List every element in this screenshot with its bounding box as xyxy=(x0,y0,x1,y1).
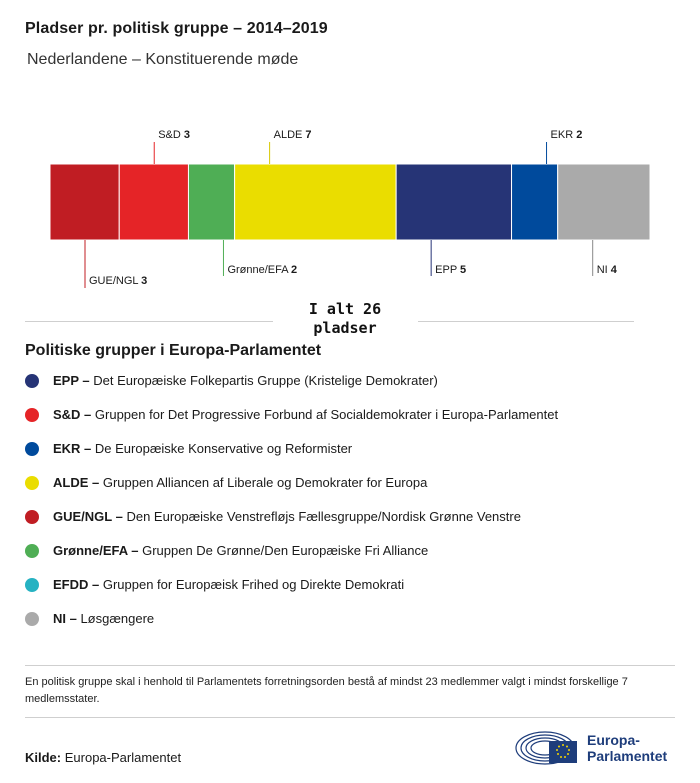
legend-description: Den Europæiske Venstrefløjs Fællesgruppe/Nordisk Grønne Venstre xyxy=(122,509,521,524)
legend-abbr: EFDD – xyxy=(53,577,100,592)
legend-text xyxy=(53,404,558,426)
chart-subtitle: Nederlandene – Konstituerende møde xyxy=(27,51,299,68)
legend-item xyxy=(25,404,685,438)
legend-description: Gruppen for Det Progressive Forbund af Socialdemokrater i Europa-Parlamentet xyxy=(91,407,559,422)
bar-label-value: 7 xyxy=(305,129,312,141)
divider-left xyxy=(25,321,273,322)
bar-label-value: 3 xyxy=(141,275,148,287)
legend-text xyxy=(53,540,428,562)
legend-item xyxy=(25,540,685,574)
legend-text xyxy=(53,506,521,528)
bar-label-name: GUE/NGL xyxy=(89,275,142,287)
legend-dot-icon xyxy=(25,578,39,592)
bar-label-value: 4 xyxy=(610,264,617,276)
legend-abbr: ALDE – xyxy=(53,475,100,490)
legend-dot-icon xyxy=(25,612,39,626)
legend-text xyxy=(53,608,154,630)
bar-label-ni xyxy=(597,264,618,276)
logo-text-line2: Parlamentet xyxy=(587,748,668,764)
legend-dot-icon xyxy=(25,374,39,388)
legend-item xyxy=(25,472,685,506)
bar-label-s-d xyxy=(158,129,190,141)
bar-label-value: 5 xyxy=(460,264,467,276)
footnote-divider-top xyxy=(25,665,675,666)
bar-label-name: Grønne/EFA xyxy=(227,264,292,276)
bar-segment-s-d xyxy=(119,164,188,240)
seat-bar-chart xyxy=(0,120,700,295)
legend-item xyxy=(25,608,685,642)
legend-description: De Europæiske Konservative og Reformister xyxy=(91,441,353,456)
source-value: Europa-Parlamentet xyxy=(61,750,182,765)
legend-abbr: EKR – xyxy=(53,441,92,456)
bar-label-value: 3 xyxy=(183,129,191,141)
legend-abbr: NI – xyxy=(53,611,77,626)
legend-description: Løsgængere xyxy=(76,611,155,626)
legend-abbr: EPP – xyxy=(53,373,90,388)
source xyxy=(25,750,181,765)
bar-label-gue-ngl xyxy=(89,275,147,287)
bar-label-name: S&D xyxy=(158,129,184,141)
source-label: Kilde: xyxy=(25,750,62,765)
legend-item xyxy=(25,506,685,540)
bar-label-gr-nne-efa xyxy=(227,264,297,276)
bar-segment-epp xyxy=(396,164,511,240)
footnote-divider-bottom xyxy=(25,717,675,718)
bar-segment-ekr xyxy=(512,164,558,240)
legend-text xyxy=(53,438,352,460)
parliament-hemicycle-icon xyxy=(515,728,581,768)
bar-segment-gr-nne-efa xyxy=(188,164,234,240)
bar-segment-alde xyxy=(235,164,397,240)
legend-text xyxy=(53,370,438,392)
divider-right xyxy=(418,321,634,322)
legend-item xyxy=(25,574,685,608)
legend-dot-icon xyxy=(25,408,39,422)
legend-description: Det Europæiske Folkepartis Gruppe (Kristelige Demokrater) xyxy=(89,373,438,388)
legend-dot-icon xyxy=(25,544,39,558)
legend-abbr: S&D – xyxy=(53,407,92,422)
legend-description: Gruppen De Grønne/Den Europæiske Fri Alliance xyxy=(138,543,429,558)
legend-abbr: GUE/NGL – xyxy=(53,509,123,524)
bar-label-name: EKR xyxy=(550,129,577,141)
legend-dot-icon xyxy=(25,476,39,490)
legend-abbr: Grønne/EFA – xyxy=(53,543,139,558)
legend-text xyxy=(53,574,404,596)
legend-description: Gruppen Alliancen af Liberale og Demokrater for Europa xyxy=(99,475,428,490)
logo-text xyxy=(587,732,667,764)
legend-text xyxy=(53,472,427,494)
bar-label-value: 2 xyxy=(291,264,298,276)
logo-text-line1: Europa- xyxy=(587,732,640,748)
bar-label-ekr xyxy=(551,129,583,141)
legend xyxy=(25,370,685,642)
bar-segment-gue-ngl xyxy=(50,164,119,240)
bar-label-name: EPP xyxy=(435,264,461,276)
legend-item xyxy=(25,438,685,472)
bar-segment-ni xyxy=(558,164,650,240)
chart-title: Pladser pr. politisk gruppe – 2014–2019 xyxy=(25,20,328,37)
bar-label-alde xyxy=(274,129,312,141)
legend-dot-icon xyxy=(25,442,39,456)
legend-title: Politiske grupper i Europa-Parlamentet xyxy=(25,342,322,359)
bar-label-name: NI xyxy=(596,264,611,276)
legend-item xyxy=(25,370,685,404)
bar-label-epp xyxy=(435,264,466,276)
footnote: En politisk gruppe skal i henhold til Parlamentets forretningsorden bestå af mindst 23 medlemmer valgt i mindst forskellige 7 medlemsstater. xyxy=(25,676,628,705)
legend-dot-icon xyxy=(25,510,39,524)
european-parliament-logo xyxy=(515,728,680,768)
bar-label-name: ALDE xyxy=(273,129,306,141)
total-seats-label: I alt 26 pladser xyxy=(308,300,382,337)
legend-description: Gruppen for Europæisk Frihed og Direkte Demokrati xyxy=(99,577,405,592)
bar-label-value: 2 xyxy=(576,129,583,141)
